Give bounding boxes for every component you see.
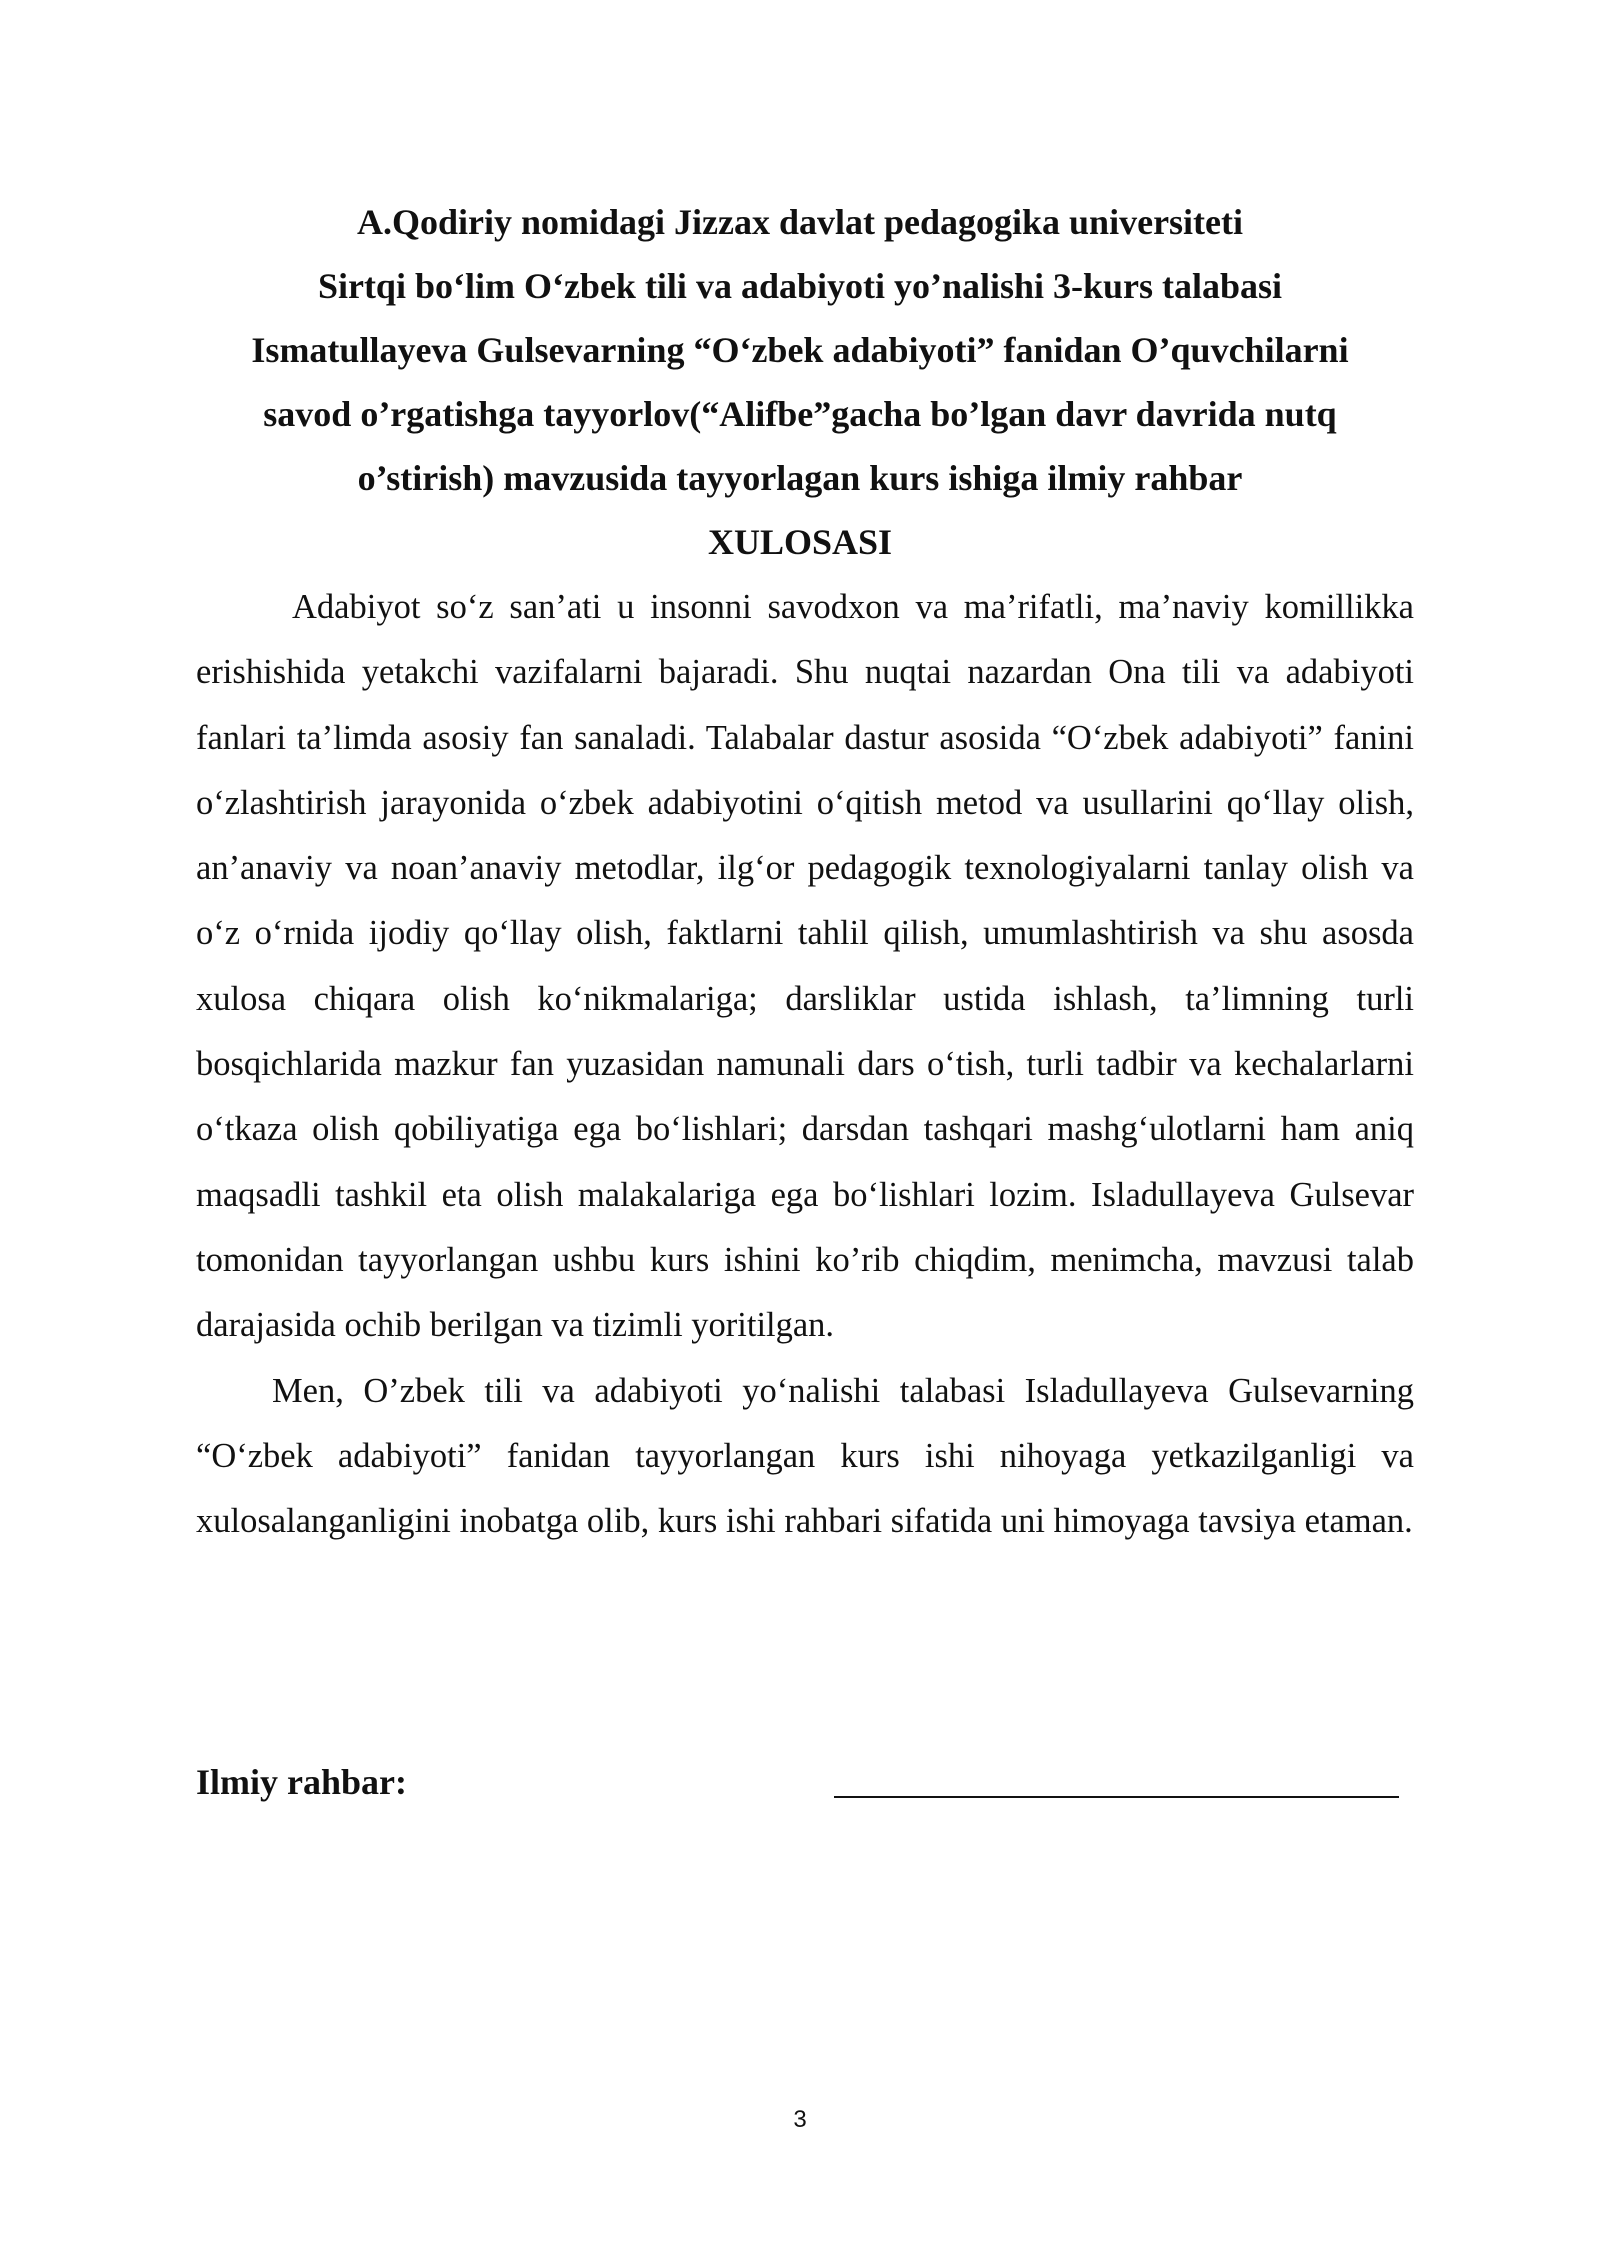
page-number: 3 [793, 2106, 807, 2133]
body-paragraph-1: Adabiyot so‘z san’ati u insonni savodxon va ma’rifatli, ma’naviy komillikka erishishida yetakchi vazifalarni bajaradi. Shu nuqtai nazardan Ona tili va adabiyoti fanlari ta’limda asosiy fan sanaladi. Talabalar dastur asosida “O‘zbek adabiyoti” fanini o‘zlashtirish jarayonida o‘zbek adabiyotini o‘qitish metod va usullarini qo‘llay olish, an’anaviy va noan’anaviy metodlar, ilg‘or pedagogik texnologiyalarni tanlay olish va o‘z o‘rnida ijodiy qo‘llay olish, faktlarni tahlil qilish, umumlashtirish va shu asosda xulosa chiqara olish ko‘nikmalariga; darsliklar ustida ishlash, ta’limning turli bosqichlarida mazkur fan yuzasidan namunali dars o‘tish, turli tadbir va kechalarlarni o‘tkaza olish qobiliyatiga ega bo‘lishlari; darsdan tashqari mashg‘ulotlarni ham aniq maqsadli tashkil eta olish malakalariga ega bo‘lishlari lozim. Isladullayeva Gulsevar tomonidan tayyorlangan ushbu kurs ishini ko’rib chiqdim, menimcha, mavzusi talab darajasida ochib berilgan va tizimli yoritilgan. [196, 588, 1414, 1345]
document-body [196, 575, 1414, 1554]
signature-block [196, 1752, 1414, 1812]
heading-line-topic-end: o’stirish) mavzusida tayyorlagan kurs ishiga ilmiy rahbar [357, 458, 1243, 498]
heading-title-xulosasi: XULOSASI [707, 522, 893, 562]
body-paragraph-2: Men, O’zbek tili va adabiyoti yo‘nalishi talabasi Isladullayeva Gulsevarning “O‘zbek adabiyoti” fanidan tayyorlangan kurs ishi nihoyaga yetkazilganligi va xulosalanganligini inobatga olib, kurs ishi rahbari sifatida uni himoyaga tavsiya etaman. [196, 1371, 1414, 1541]
signature-line [834, 1796, 1399, 1798]
signature-label: Ilmiy rahbar: [196, 1762, 407, 1802]
document-heading [190, 190, 1410, 574]
heading-line-university: A.Qodiriy nomidagi Jizzax davlat pedagogika universiteti [356, 202, 1244, 242]
heading-line-topic: savod o’rgatishga tayyorlov(“Alifbe”gacha bo’lgan davr davrida nutq [263, 394, 1337, 434]
heading-line-department: Sirtqi bo‘lim O‘zbek tili va adabiyoti yo’nalishi 3-kurs talabasi [317, 266, 1283, 306]
heading-line-student: Ismatullayeva Gulsevarning “O‘zbek adabiyoti” fanidan O’quvchilarni [251, 330, 1349, 370]
